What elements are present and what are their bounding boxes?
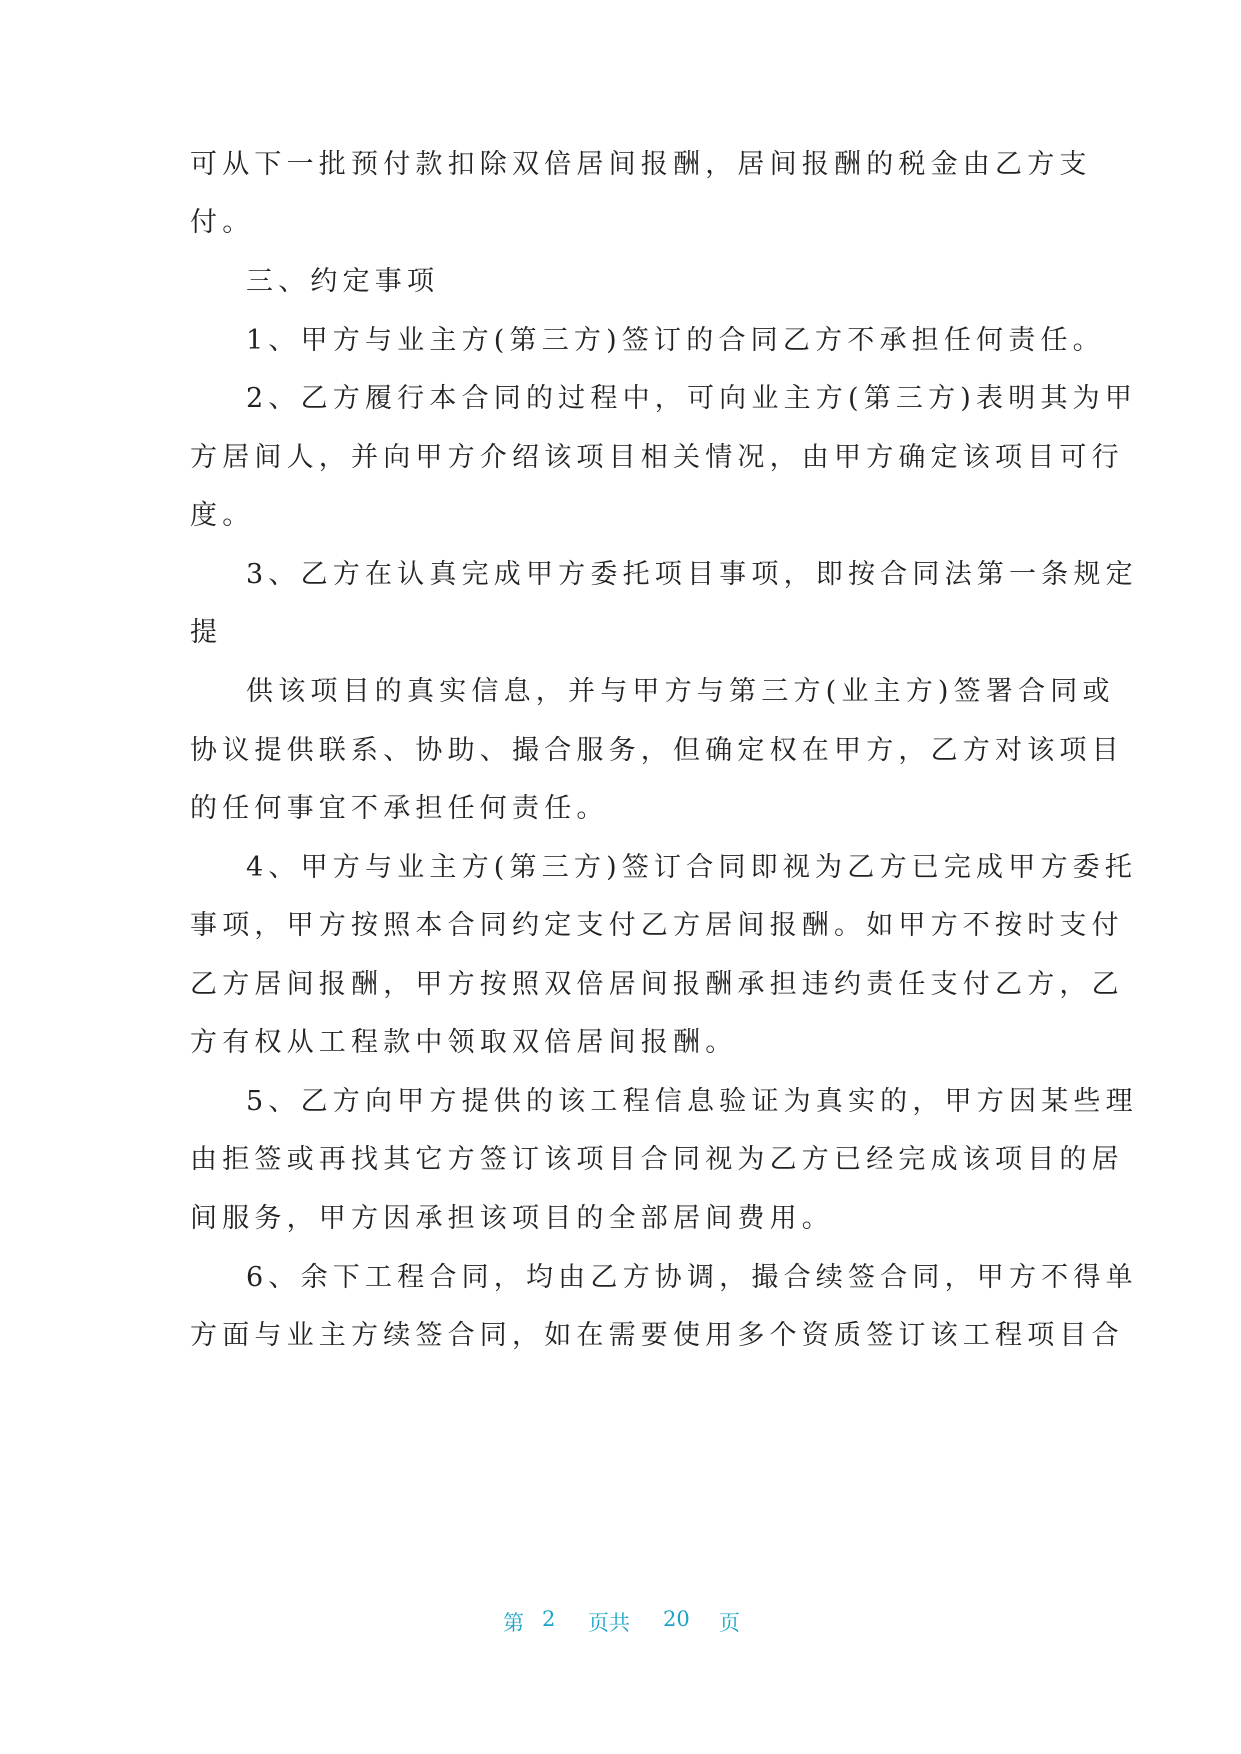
text-line: 的任何事宜不承担任何责任。 — [190, 793, 609, 824]
text-line: 事项，甲方按照本合同约定支付乙方居间报酬。如甲方不按时支付 — [190, 910, 1124, 941]
text-line: 方有权从工程款中领取双倍居间报酬。 — [190, 1027, 738, 1058]
text-line: 由拒签或再找其它方签订该项目合同视为乙方已经完成该项目的居 — [190, 1144, 1124, 1175]
text-line: 提 — [190, 617, 223, 648]
text-line: 6、余下工程合同，均由乙方协调，撮合续签合同，甲方不得单 — [246, 1262, 1138, 1293]
text-line: 方居间人，并向甲方介绍该项目相关情况，由甲方确定该项目可行 — [190, 442, 1124, 473]
text-line: 供该项目的真实信息，并与甲方与第三方(业主方)签署合同或 — [246, 676, 1115, 707]
text-line: 1、甲方与业主方(第三方)签订的合同乙方不承担任何责任。 — [246, 325, 1105, 356]
footer-page-number: 2 — [542, 1607, 556, 1631]
footer-total-pages: 20 — [663, 1607, 690, 1631]
text-line: 间服务，甲方因承担该项目的全部居间费用。 — [190, 1203, 834, 1234]
footer-label-ye-gong: 页共 — [588, 1611, 630, 1635]
text-line: 方面与业主方续签合同，如在需要使用多个资质签订该工程项目合 — [190, 1320, 1124, 1351]
text-line: 4、甲方与业主方(第三方)签订合同即视为乙方已完成甲方委托 — [246, 852, 1138, 883]
footer-label-di: 第 — [503, 1611, 524, 1635]
text-line: 度。 — [190, 500, 255, 531]
footer-label-ye: 页 — [719, 1611, 740, 1635]
text-line: 付。 — [190, 207, 255, 238]
text-line: 5、乙方向甲方提供的该工程信息验证为真实的，甲方因某些理 — [246, 1086, 1138, 1117]
text-line: 可从下一批预付款扣除双倍居间报酬，居间报酬的税金由乙方支 — [190, 149, 1092, 180]
text-line: 2、乙方履行本合同的过程中，可向业主方(第三方)表明其为甲 — [246, 383, 1138, 414]
text-line: 协议提供联系、协助、撮合服务，但确定权在甲方，乙方对该项目 — [190, 735, 1124, 766]
text-line: 乙方居间报酬，甲方按照双倍居间报酬承担违约责任支付乙方，乙 — [190, 969, 1124, 1000]
text-line: 3、乙方在认真完成甲方委托项目事项，即按合同法第一条规定 — [246, 559, 1138, 590]
section-heading: 三、约定事项 — [246, 266, 440, 297]
